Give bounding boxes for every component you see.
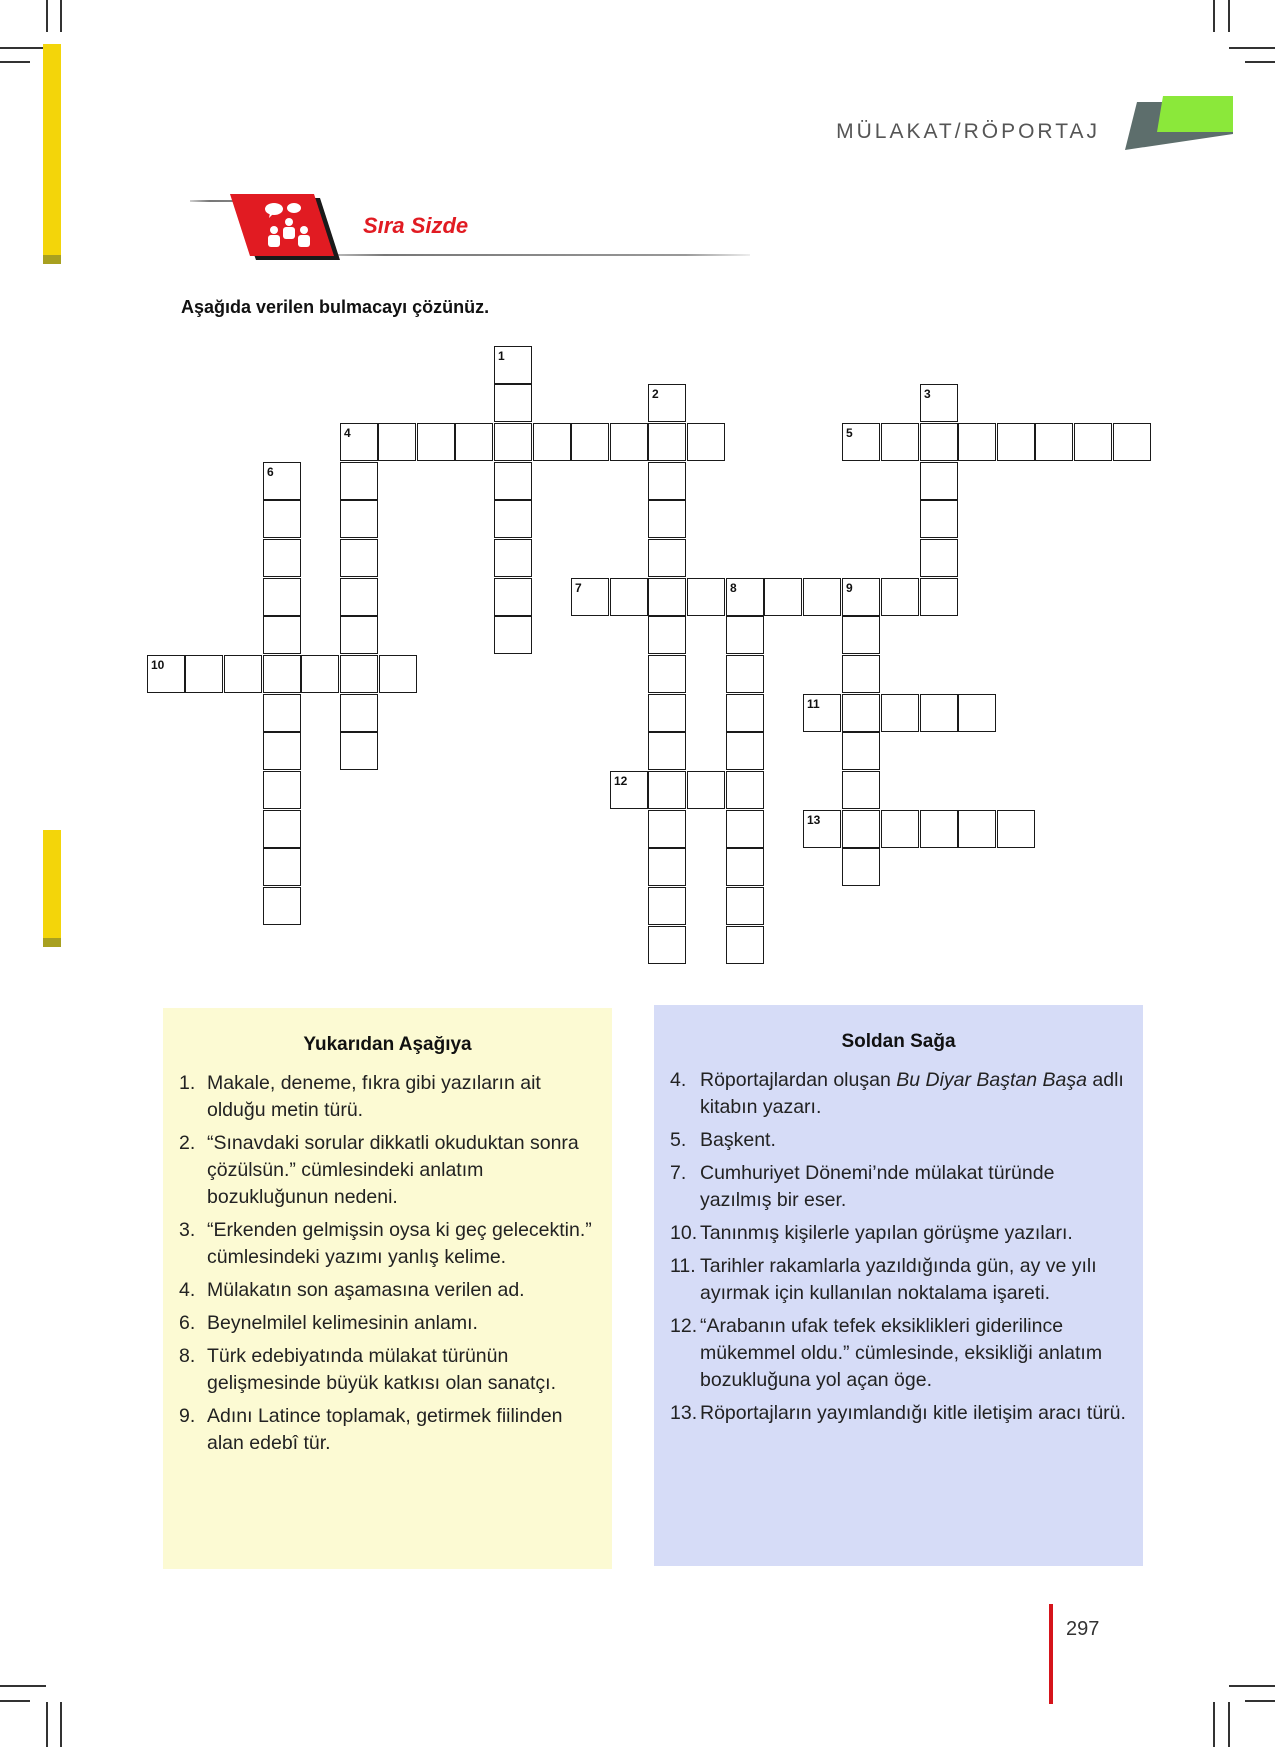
- crossword-cell[interactable]: [571, 578, 609, 616]
- crossword-cell[interactable]: [842, 578, 880, 616]
- clue-item: [179, 1070, 596, 1124]
- crossword-cell[interactable]: [494, 423, 532, 461]
- instruction: Aşağıda verilen bulmacayı çözünüz.: [181, 297, 490, 317]
- clue-text: Tarihler rakamlarla yazıldığında gün, ay ve yılı ayırmak için kullanılan noktalama işareti.: [700, 1255, 1097, 1304]
- clue-item: [670, 1127, 1127, 1154]
- clue-number: 2: [652, 387, 659, 401]
- crossword-cell[interactable]: [920, 462, 958, 500]
- crop-mark: [1229, 1685, 1275, 1687]
- crossword-cell[interactable]: [494, 346, 532, 384]
- crop-mark: [1245, 1700, 1275, 1702]
- crossword-cell[interactable]: [263, 655, 301, 693]
- crossword-cell[interactable]: [997, 423, 1035, 461]
- clue-number: 3.: [179, 1219, 196, 1241]
- crossword-cell[interactable]: [803, 810, 841, 848]
- book-title: Bu Diyar Baştan Başa: [896, 1069, 1087, 1091]
- crossword-cell[interactable]: [263, 771, 301, 809]
- crossword-cell[interactable]: [185, 655, 223, 693]
- crossword-cell[interactable]: [263, 887, 301, 925]
- crossword-cell[interactable]: [648, 926, 686, 964]
- clue-text: Türk edebiyatında mülakat türünün gelişmesinde büyük katkısı olan sanatçı.: [207, 1345, 557, 1394]
- crossword-cell[interactable]: [881, 578, 919, 616]
- crossword-cell[interactable]: [263, 500, 301, 538]
- crossword-cell[interactable]: [997, 810, 1035, 848]
- crossword-cell[interactable]: [648, 732, 686, 770]
- clue-item: [179, 1343, 596, 1397]
- page-number: 297: [1066, 1618, 1100, 1640]
- crossword-cell[interactable]: [920, 423, 958, 461]
- clues-down-panel: [163, 1008, 612, 1569]
- crossword-cell[interactable]: [648, 462, 686, 500]
- crossword-cell[interactable]: [803, 578, 841, 616]
- crossword-cell[interactable]: [648, 500, 686, 538]
- crossword-cell[interactable]: [648, 384, 686, 422]
- crossword-cell[interactable]: [340, 578, 378, 616]
- crop-mark: [1213, 1702, 1215, 1747]
- clues-across-panel: [654, 1005, 1143, 1566]
- crossword-cell[interactable]: [648, 848, 686, 886]
- clue-number: 10.: [670, 1222, 698, 1244]
- clue-item: [670, 1253, 1127, 1307]
- crop-mark: [1229, 47, 1275, 49]
- crossword-cell[interactable]: [1113, 423, 1151, 461]
- crossword-cell[interactable]: [920, 539, 958, 577]
- crossword-cell[interactable]: [842, 655, 880, 693]
- side-accent-bar-top: [43, 44, 61, 255]
- crop-mark: [60, 0, 62, 32]
- crossword-cell[interactable]: [263, 616, 301, 654]
- clue-number: 10: [151, 658, 165, 672]
- crossword-cell[interactable]: [920, 500, 958, 538]
- clue-number: 4.: [670, 1069, 687, 1091]
- crossword-cell[interactable]: [648, 810, 686, 848]
- group-discussion-icon: [262, 202, 316, 250]
- crossword-cell[interactable]: [340, 616, 378, 654]
- crossword-cell[interactable]: [726, 926, 764, 964]
- clue-item: [670, 1160, 1127, 1214]
- crossword-cell[interactable]: [340, 423, 378, 461]
- crossword-cell[interactable]: [1035, 423, 1073, 461]
- crossword-cell[interactable]: [224, 655, 262, 693]
- crossword-cell[interactable]: [1074, 423, 1112, 461]
- crossword-cell[interactable]: [494, 539, 532, 577]
- crossword-cell[interactable]: [842, 810, 880, 848]
- crossword-cell[interactable]: [920, 694, 958, 732]
- crop-mark: [0, 47, 46, 49]
- crossword-cell[interactable]: [920, 578, 958, 616]
- crossword-cell[interactable]: [726, 616, 764, 654]
- crossword-cell[interactable]: [147, 655, 185, 693]
- crop-mark: [1245, 61, 1275, 63]
- clue-number: 8: [730, 581, 737, 595]
- crossword-cell[interactable]: [687, 771, 725, 809]
- clue-number: 3: [924, 387, 931, 401]
- crossword-cell[interactable]: [726, 732, 764, 770]
- crossword-cell[interactable]: [571, 423, 609, 461]
- crop-mark: [0, 61, 30, 63]
- clue-item: [179, 1130, 596, 1211]
- crop-mark: [0, 1685, 46, 1687]
- clue-number: 7.: [670, 1162, 687, 1184]
- clue-text: Röportajların yayımlandığı kitle iletişim aracı türü.: [700, 1402, 1126, 1424]
- crossword-cell[interactable]: [842, 771, 880, 809]
- clue-item: [179, 1403, 596, 1457]
- clue-number: 13: [807, 813, 821, 827]
- crossword-cell[interactable]: [263, 848, 301, 886]
- clue-item: [179, 1217, 596, 1271]
- crossword-cell[interactable]: [803, 694, 841, 732]
- crossword-cell[interactable]: [726, 810, 764, 848]
- crossword-cell[interactable]: [842, 848, 880, 886]
- clue-number: 7: [575, 581, 582, 595]
- crossword-grid: [146, 346, 1154, 966]
- banner-title: Sıra Sizde: [363, 213, 469, 238]
- clue-text: “Sınavdaki sorular dikkatli okuduktan sonra çözülsün.” cümlesindeki anlatım bozukluğunun nedeni.: [207, 1132, 579, 1208]
- crossword-cell[interactable]: [301, 655, 339, 693]
- crossword-cell[interactable]: [881, 694, 919, 732]
- crossword-cell[interactable]: [764, 578, 802, 616]
- crossword-cell[interactable]: [533, 423, 571, 461]
- crossword-cell[interactable]: [648, 771, 686, 809]
- crossword-cell[interactable]: [494, 500, 532, 538]
- clue-number: 9.: [179, 1405, 196, 1427]
- crossword-cell[interactable]: [455, 423, 493, 461]
- crop-mark: [46, 1702, 48, 1747]
- crossword-cell[interactable]: [958, 694, 996, 732]
- crossword-cell[interactable]: [340, 655, 378, 693]
- clue-item: [670, 1313, 1127, 1394]
- side-accent-bar-bottom: [43, 830, 61, 938]
- clue-item: [670, 1220, 1127, 1247]
- crop-mark: [46, 0, 48, 32]
- clues-down-heading: Yukarıdan Aşağıya: [303, 1034, 472, 1055]
- clue-item: [179, 1310, 596, 1337]
- crossword-cell[interactable]: [417, 423, 455, 461]
- clue-number: 13.: [670, 1402, 698, 1424]
- clue-number: 5.: [670, 1129, 687, 1151]
- crossword-cell[interactable]: [340, 694, 378, 732]
- crossword-cell[interactable]: [263, 694, 301, 732]
- clue-text: Cumhuriyet Dönemi’nde mülakat türünde yazılmış bir eser.: [700, 1162, 1055, 1211]
- crossword-cell[interactable]: [648, 423, 686, 461]
- clue-number: 6: [267, 465, 274, 479]
- header-decoration: [1123, 96, 1233, 150]
- crossword-cell[interactable]: [378, 423, 416, 461]
- crossword-cell[interactable]: [494, 384, 532, 422]
- crossword-cell[interactable]: [648, 539, 686, 577]
- crossword-cell[interactable]: [881, 810, 919, 848]
- clues-across-heading: Soldan Sağa: [841, 1031, 956, 1052]
- clue-text: Tanınmış kişilerle yapılan görüşme yazıları.: [700, 1222, 1073, 1244]
- clue-text: Başkent.: [700, 1129, 776, 1151]
- crossword-cell[interactable]: [687, 578, 725, 616]
- crossword-cell[interactable]: [726, 848, 764, 886]
- clue-item: [179, 1277, 596, 1304]
- crossword-cell[interactable]: [494, 578, 532, 616]
- crossword-cell[interactable]: [842, 694, 880, 732]
- section-title: MÜLAKAT/RÖPORTAJ: [836, 120, 1100, 143]
- crop-mark: [1228, 1702, 1230, 1747]
- crossword-cell[interactable]: [340, 500, 378, 538]
- clue-number: 5: [846, 426, 853, 440]
- clue-number: 12: [614, 774, 628, 788]
- crop-mark: [60, 1702, 62, 1747]
- crossword-cell[interactable]: [610, 423, 648, 461]
- crossword-cell[interactable]: [648, 578, 686, 616]
- crossword-cell[interactable]: [842, 732, 880, 770]
- crossword-cell[interactable]: [958, 423, 996, 461]
- crossword-cell[interactable]: [842, 616, 880, 654]
- clue-number: 1.: [179, 1072, 196, 1094]
- crossword-cell[interactable]: [379, 655, 417, 693]
- crossword-cell[interactable]: [687, 423, 725, 461]
- clue-text: “Arabanın ufak tefek eksiklikleri giderilince mükemmel oldu.” cümlesinde, eksikliği anlatım bozukluğuna yol açan öge.: [700, 1315, 1103, 1391]
- crossword-cell[interactable]: [263, 539, 301, 577]
- clue-text: adlı kitabın yazarı.: [700, 1069, 1124, 1118]
- crop-mark: [1213, 0, 1215, 32]
- clue-number: 6.: [179, 1312, 196, 1334]
- crossword-cell[interactable]: [920, 384, 958, 422]
- clue-item: [670, 1400, 1127, 1427]
- clue-number: 8.: [179, 1345, 196, 1367]
- crossword-cell[interactable]: [610, 771, 648, 809]
- crossword-cell[interactable]: [726, 887, 764, 925]
- crossword-cell[interactable]: [726, 578, 764, 616]
- crossword-cell[interactable]: [958, 810, 996, 848]
- crossword-cell[interactable]: [920, 810, 958, 848]
- crossword-cell[interactable]: [340, 462, 378, 500]
- crossword-cell[interactable]: [263, 578, 301, 616]
- clue-number: 11: [807, 697, 820, 711]
- crossword-cell[interactable]: [648, 694, 686, 732]
- clue-text: Makale, deneme, fıkra gibi yazıların ait olduğu metin türü.: [207, 1072, 541, 1121]
- crossword-cell[interactable]: [881, 423, 919, 461]
- crossword-cell[interactable]: [610, 578, 648, 616]
- crossword-cell[interactable]: [648, 655, 686, 693]
- clue-text: Röportajlardan oluşan: [700, 1069, 897, 1091]
- crossword-cell[interactable]: [494, 616, 532, 654]
- clue-text: Adını Latince toplamak, getirmek fiilinden alan edebî tür.: [207, 1405, 563, 1454]
- crossword-cell[interactable]: [726, 655, 764, 693]
- clue-item: [670, 1067, 1127, 1121]
- crossword-cell[interactable]: [340, 539, 378, 577]
- clue-number: 12.: [670, 1315, 698, 1337]
- clue-text: Beynelmilel kelimesinin anlamı.: [207, 1312, 478, 1334]
- clue-number: 11.: [670, 1255, 696, 1277]
- clue-number: 2.: [179, 1132, 196, 1154]
- crop-mark: [1228, 0, 1230, 32]
- clue-number: 1: [498, 349, 505, 363]
- crossword-cell[interactable]: [494, 462, 532, 500]
- clue-number: 4.: [179, 1279, 196, 1301]
- crossword-cell[interactable]: [263, 810, 301, 848]
- crossword-cell[interactable]: [340, 732, 378, 770]
- clue-text: “Erkenden gelmişsin oysa ki geç gelecektin.” cümlesindeki yazımı yanlış kelime.: [207, 1219, 592, 1268]
- crossword-cell[interactable]: [648, 887, 686, 925]
- crossword-cell[interactable]: [648, 616, 686, 654]
- crossword-cell[interactable]: [263, 732, 301, 770]
- page-number-rule: [1049, 1604, 1053, 1704]
- clue-number: 9: [846, 581, 853, 595]
- crossword-cell[interactable]: [726, 771, 764, 809]
- crossword-cell[interactable]: [263, 462, 301, 500]
- clue-text: Mülakatın son aşamasına verilen ad.: [207, 1279, 525, 1301]
- crossword-cell[interactable]: [842, 423, 880, 461]
- crop-mark: [0, 1700, 30, 1702]
- clue-number: 4: [344, 426, 351, 440]
- crossword-cell[interactable]: [726, 694, 764, 732]
